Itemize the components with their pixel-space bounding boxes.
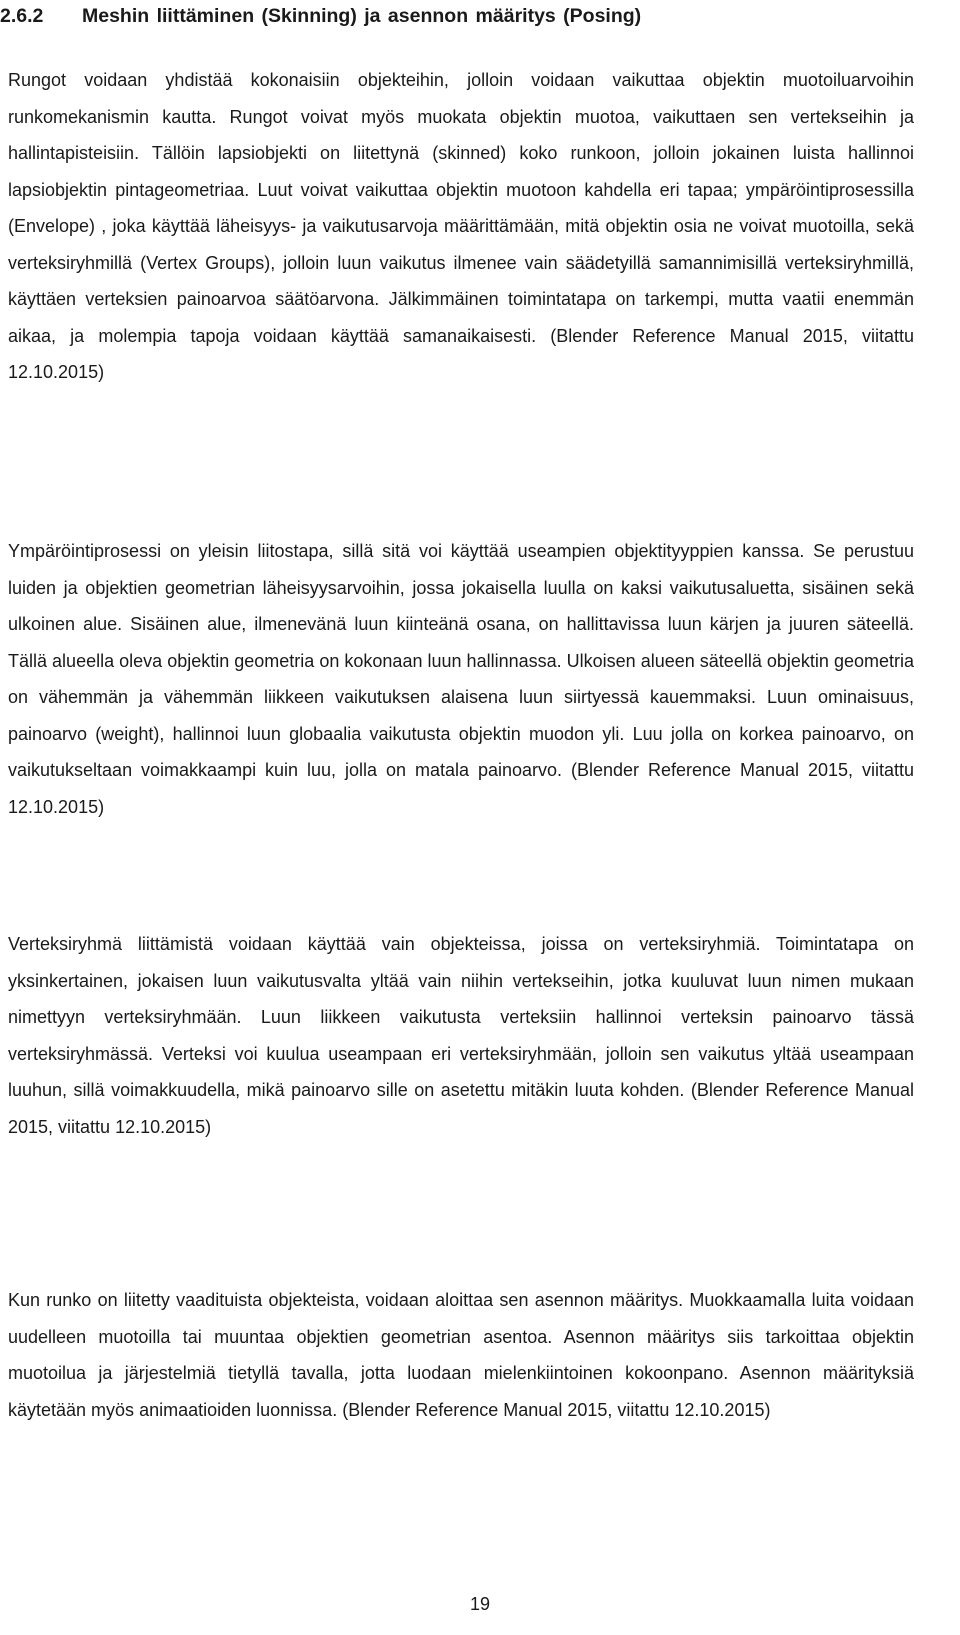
paragraph-2: Ympäröintiprosessi on yleisin liitostapa, sillä sitä voi käyttää useampien objektityyppien kanssa. Se perustuu luiden ja objektien geometrian läheisyysarvoihin, jossa jokaisella luulla on kaksi vaikutusaluetta, sisäinen sekä ulkoinen alue. Sisäinen alue, ilmenevänä luun kiinteänä osana, on hallittavissa luun kärjen ja juuren säteellä. Tällä alueella oleva objektin geometria on kokonaan luun hallinnassa. Ulkoisen alueen säteellä objektin geometria on vähemmän ja vähemmän liikkeen vaikutuksen alaisena luun siirtyessä kauemmaksi. Luun ominaisuus, painoarvo (weight), hallinnoi luun globaalia vaikutusta objektin muodon yli. Luu jolla on korkea painoarvo, on vaikutukseltaan voimakkaampi kuin luu, jolla on matala painoarvo. (Blender Reference Manual 2015, viitattu 12.10.2015) bbox=[8, 541, 914, 817]
section-heading bbox=[0, 2, 940, 30]
section-number: 2.6.2 bbox=[0, 5, 44, 27]
page-number: 19 bbox=[469, 1594, 491, 1614]
paragraph-3: Verteksiryhmä liittämistä voidaan käyttää vain objekteissa, joissa on verteksiryhmiä. Toimintatapa on yksinkertainen, jokaisen luun vaikutusvalta yltää vain niihin vertekseihin, jotka kuuluvat luun nimen mukaan nimettyyn verteksiryhmään. Luun liikkeen vaikutusta verteksiin hallinnoi verteksin painoarvo tässä verteksiryhmässä. Verteksi voi kuulua useampaan eri verteksiryhmään, jolloin sen vaikutus yltää useampaan luuhun, sillä voimakkuudella, mikä painoarvo sille on asetettu mitäkin luuta kohden. (Blender Reference Manual 2015, viitattu 12.10.2015) bbox=[8, 934, 914, 1137]
section-title: Meshin liittäminen (Skinning) ja asennon määritys (Posing) bbox=[82, 5, 642, 27]
paragraph-4: Kun runko on liitetty vaadituista objekteista, voidaan aloittaa sen asennon määritys. Muokkaamalla luita voidaan uudelleen muotoilla tai muuntaa objektien geometrian asentoa. Asennon määritys siis tarkoittaa objektin muotoilua ja järjestelmiä tietyllä tavalla, jotta luodaan mielenkiintoinen kokoonpano. Asennon määrityksiä käytetään myös animaatioiden luonnissa. (Blender Reference Manual 2015, viitattu 12.10.2015) bbox=[8, 1290, 914, 1420]
paragraph-1: Rungot voidaan yhdistää kokonaisiin objekteihin, jolloin voidaan vaikuttaa objektin muotoiluarvoihin runkomekanismin kautta. Rungot voivat myös muokata objektin muotoa, vaikuttaen sen vertekseihin ja hallintapisteisiin. Tällöin lapsiobjekti on liitettynä (skinned) koko runkoon, jolloin jokainen luista hallinnoi lapsiobjektin pintageometriaa. Luut voivat vaikuttaa objektin muotoon kahdella eri tapaa; ympäröintiprosessilla (Envelope) , joka käyttää läheisyys- ja vaikutusarvoja määrittämään, mitä objektin osia ne voivat muotoilla, sekä verteksiryhmillä (Vertex Groups), jolloin luun vaikutus ilmenee vain säädetyillä samannimisillä verteksiryhmillä, käyttäen verteksien painoarvoa säätöarvona. Jälkimmäinen toimintatapa on tarkempi, mutta vaatii enemmän aikaa, ja molempia tapoja voidaan käyttää samanaikaisesti. (Blender Reference Manual 2015, viitattu 12.10.2015) bbox=[8, 70, 914, 382]
